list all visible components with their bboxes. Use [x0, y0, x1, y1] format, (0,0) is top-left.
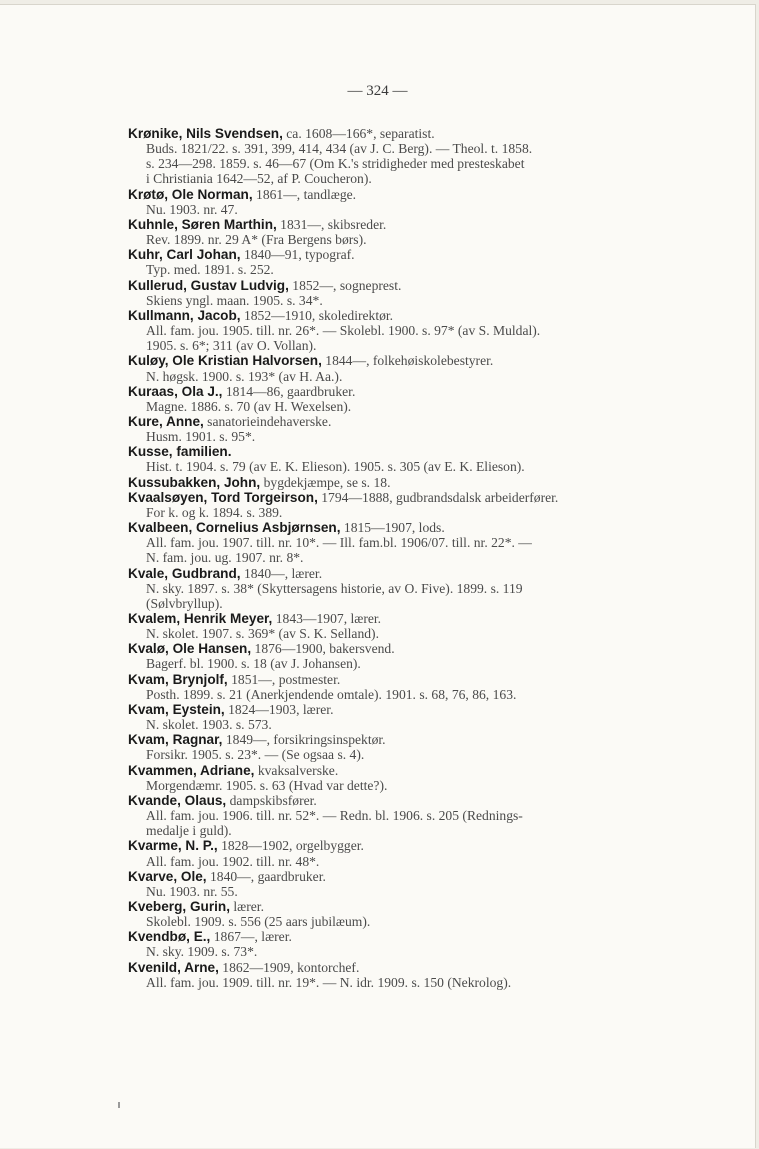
entry-heading	[128, 960, 728, 975]
entry	[128, 566, 728, 611]
entry	[128, 247, 728, 277]
entry-reference-line: N. skolet. 1903. s. 573.	[146, 717, 272, 733]
entry-description: 1849—, forsikringsinspektør.	[222, 732, 386, 748]
entry-reference-line: medalje i guld).	[146, 823, 232, 839]
entry-heading	[128, 444, 728, 459]
entry	[128, 384, 728, 414]
entry-heading	[128, 929, 728, 944]
entry-reference-line: N. høgsk. 1900. s. 193* (av H. Aa.).	[146, 368, 343, 384]
entry-description: 1828—1902, orgelbygger.	[217, 838, 364, 854]
entry-reference-line: All. fam. jou. 1909. till. nr. 19*. — N. idr. 1909. s. 150 (Nekrolog).	[146, 974, 512, 990]
entry-description: 1851—, postmester.	[227, 671, 341, 687]
margin-mark	[118, 1102, 120, 1108]
entry-reference-line: N. fam. jou. ug. 1907. nr. 8*.	[146, 550, 304, 566]
entry	[128, 217, 728, 247]
entry-heading	[128, 869, 728, 884]
entry	[128, 308, 728, 353]
entry-heading	[128, 475, 728, 490]
entry	[128, 490, 728, 520]
entry-description: sanatorieindehaverske.	[203, 413, 332, 429]
entry-name: Kvarve, Ole,	[128, 868, 207, 884]
entry-description: lærer.	[229, 898, 264, 914]
page-number: — 324 —	[347, 83, 408, 99]
entry-description: 1794—1888, gudbrandsdalsk arbeiderfører.	[317, 489, 559, 505]
entry-name: Kuhr, Carl Johan,	[128, 247, 241, 263]
entry-description: 1862—1909, kontorchef.	[218, 959, 360, 975]
entry-description: 1852—1910, skoledirektør.	[240, 307, 394, 323]
entry-name: Kvarme, N. P.,	[128, 838, 218, 854]
entry-reference-line: 1905. s. 6*; 311 (av O. Vollan).	[146, 338, 317, 354]
entry	[128, 353, 728, 383]
entry-heading	[128, 641, 728, 656]
entry-heading	[128, 247, 728, 262]
entry-name: Kuløy, Ole Kristian Halvorsen,	[128, 353, 322, 369]
entry-reference-line: Nu. 1903. nr. 47.	[146, 201, 238, 217]
entry-reference-line: For k. og k. 1894. s. 389.	[146, 504, 283, 520]
entry-reference-line: Husm. 1901. s. 95*.	[146, 429, 256, 445]
entry-heading	[128, 899, 728, 914]
entry-name: Kullmann, Jacob,	[128, 307, 241, 323]
entry	[128, 187, 728, 217]
entry-heading	[128, 384, 728, 399]
entry-reference-line: Skiens yngl. maan. 1905. s. 34*.	[146, 292, 323, 308]
entry-description: 1852—, sogneprest.	[288, 277, 402, 293]
entry-name: Kullerud, Gustav Ludvig,	[128, 277, 289, 293]
entry	[128, 414, 728, 444]
entry-reference-line: s. 234—298. 1859. s. 46—67 (Om K.'s stridigheder med presteskabet	[146, 156, 525, 172]
entry-name: Kvaalsøyen, Tord Torgeirson,	[128, 489, 318, 505]
entry-name: Kvam, Ragnar,	[128, 732, 223, 748]
entry-description: 1840—, lærer.	[240, 565, 323, 581]
entry	[128, 838, 728, 868]
entry-name: Kvalbeen, Cornelius Asbjørnsen,	[128, 520, 341, 536]
entry	[128, 641, 728, 671]
entry	[128, 763, 728, 793]
entry-description: 1814—86, gaardbruker.	[222, 383, 356, 399]
entry-reference-line: Typ. med. 1891. s. 252.	[146, 262, 274, 278]
entry-description: 1840—, gaardbruker.	[206, 868, 326, 884]
entry-name: Kvammen, Adriane,	[128, 762, 255, 778]
entry-name: Kvale, Gudbrand,	[128, 565, 241, 581]
entry	[128, 793, 728, 838]
entry-heading	[128, 793, 728, 808]
entry-description: bygdekjæmpe, se s. 18.	[260, 474, 391, 490]
entry-heading	[128, 187, 728, 202]
entry-description: ca. 1608—166*, separatist.	[282, 126, 435, 141]
entry-heading	[128, 353, 728, 368]
entry-description: kvaksalverske.	[254, 762, 339, 778]
entry-heading	[128, 278, 728, 293]
entry-name: Krøtø, Ole Norman,	[128, 186, 253, 202]
entry-heading	[128, 490, 728, 505]
entry	[128, 611, 728, 641]
entry-reference-line: Posth. 1899. s. 21 (Anerkjendende omtale). 1901. s. 68, 76, 86, 163.	[146, 686, 517, 702]
entry-name: Kvalem, Henrik Meyer,	[128, 611, 273, 626]
entry-name: Kusse, familien.	[128, 444, 232, 460]
entry	[128, 702, 728, 732]
entry-description: 1831—, skibsreder.	[276, 216, 387, 232]
entry	[128, 444, 728, 474]
entry-name: Kvam, Brynjolf,	[128, 671, 228, 687]
entry-description: 1815—1907, lods.	[340, 520, 445, 536]
entry-reference-line: All. fam. jou. 1907. till. nr. 10*. — Ill. fam.bl. 1906/07. till. nr. 22*. —	[146, 535, 532, 551]
entry-reference-line: Forsikr. 1905. s. 23*. — (Se ogsaa s. 4).	[146, 747, 365, 763]
entry-reference-line: Nu. 1903. nr. 55.	[146, 883, 238, 899]
entry-description: 1843—1907, lærer.	[272, 611, 382, 626]
entry-reference-line: Buds. 1821/22. s. 391, 399, 414, 434 (av J. C. Berg). — Theol. t. 1858.	[146, 141, 533, 157]
entry-heading	[128, 308, 728, 323]
entry-reference-line: Rev. 1899. nr. 29 A* (Fra Bergens børs).	[146, 232, 367, 248]
entry-reference-line: Morgendæmr. 1905. s. 63 (Hvad var dette?).	[146, 777, 388, 793]
entry-description: 1844—, folkehøiskolebestyrer.	[321, 353, 494, 369]
entry-reference-line: All. fam. jou. 1906. till. nr. 52*. — Redn. bl. 1906. s. 205 (Rednings-	[146, 808, 523, 824]
entry	[128, 929, 728, 959]
entry-reference-line: N. skolet. 1907. s. 369* (av S. K. Selland).	[146, 626, 379, 642]
entry	[128, 899, 728, 929]
entry-reference-line: Magne. 1886. s. 70 (av H. Wexelsen).	[146, 398, 352, 414]
entry-heading	[128, 763, 728, 778]
entry-description: dampskibsfører.	[226, 792, 317, 808]
entry-name: Kveberg, Gurin,	[128, 898, 230, 914]
entry-description: 1824—1903, lærer.	[224, 701, 334, 717]
entry-heading	[128, 732, 728, 747]
entry	[128, 672, 728, 702]
entry-heading	[128, 520, 728, 535]
entry-name: Kvenild, Arne,	[128, 959, 219, 975]
entry-reference-line: All. fam. jou. 1905. till. nr. 26*. — Skolebl. 1900. s. 97* (av S. Muldal).	[146, 323, 541, 339]
entry-description: 1867—, lærer.	[210, 929, 292, 945]
entry-name: Krønike, Nils Svendsen,	[128, 126, 283, 141]
entry-heading	[128, 611, 728, 626]
entry-name: Kure, Anne,	[128, 413, 204, 429]
entry-heading	[128, 126, 728, 141]
entry-heading	[128, 566, 728, 581]
entry-heading	[128, 702, 728, 717]
entry	[128, 869, 728, 899]
entry-name: Kuraas, Ola J.,	[128, 383, 223, 399]
entry	[128, 475, 728, 490]
entry-reference-line: Hist. t. 1904. s. 79 (av E. K. Elieson). 1905. s. 305 (av E. K. Elieson).	[146, 459, 525, 475]
entry-list	[128, 126, 728, 990]
entry-reference-line: All. fam. jou. 1902. till. nr. 48*.	[146, 853, 320, 869]
entry-name: Kussubakken, John,	[128, 474, 261, 490]
entry-heading	[128, 672, 728, 687]
entry	[128, 126, 728, 187]
entry-name: Kvendbø, E.,	[128, 929, 211, 945]
entry	[128, 520, 728, 565]
entry-heading	[128, 217, 728, 232]
entry-heading	[128, 838, 728, 853]
entry-reference-line: N. sky. 1897. s. 38* (Skyttersagens historie, av O. Five). 1899. s. 119	[146, 580, 523, 596]
entry-description: 1876—1900, bakersvend.	[251, 641, 395, 657]
entry-name: Kvalø, Ole Hansen,	[128, 641, 252, 657]
entry-reference-line: (Sølvbryllup).	[146, 595, 223, 611]
page	[0, 4, 756, 1148]
entry-name: Kvam, Eystein,	[128, 701, 225, 717]
entry-reference-line: Skolebl. 1909. s. 556 (25 aars jubilæum).	[146, 914, 371, 930]
entry-description: 1840—91, typograf.	[240, 247, 355, 263]
entry-description: 1861—, tandlæge.	[252, 186, 357, 202]
entry-reference-line: N. sky. 1909. s. 73*.	[146, 944, 258, 960]
entry	[128, 278, 728, 308]
entry	[128, 732, 728, 762]
entry-reference-line: Bagerf. bl. 1900. s. 18 (av J. Johansen).	[146, 656, 361, 672]
entry-heading	[128, 414, 728, 429]
entry-name: Kuhnle, Søren Marthin,	[128, 216, 277, 232]
entry-name: Kvande, Olaus,	[128, 792, 227, 808]
entry-reference-line: i Christiania 1642—52, af P. Coucheron).	[146, 171, 372, 187]
entry	[128, 960, 728, 990]
